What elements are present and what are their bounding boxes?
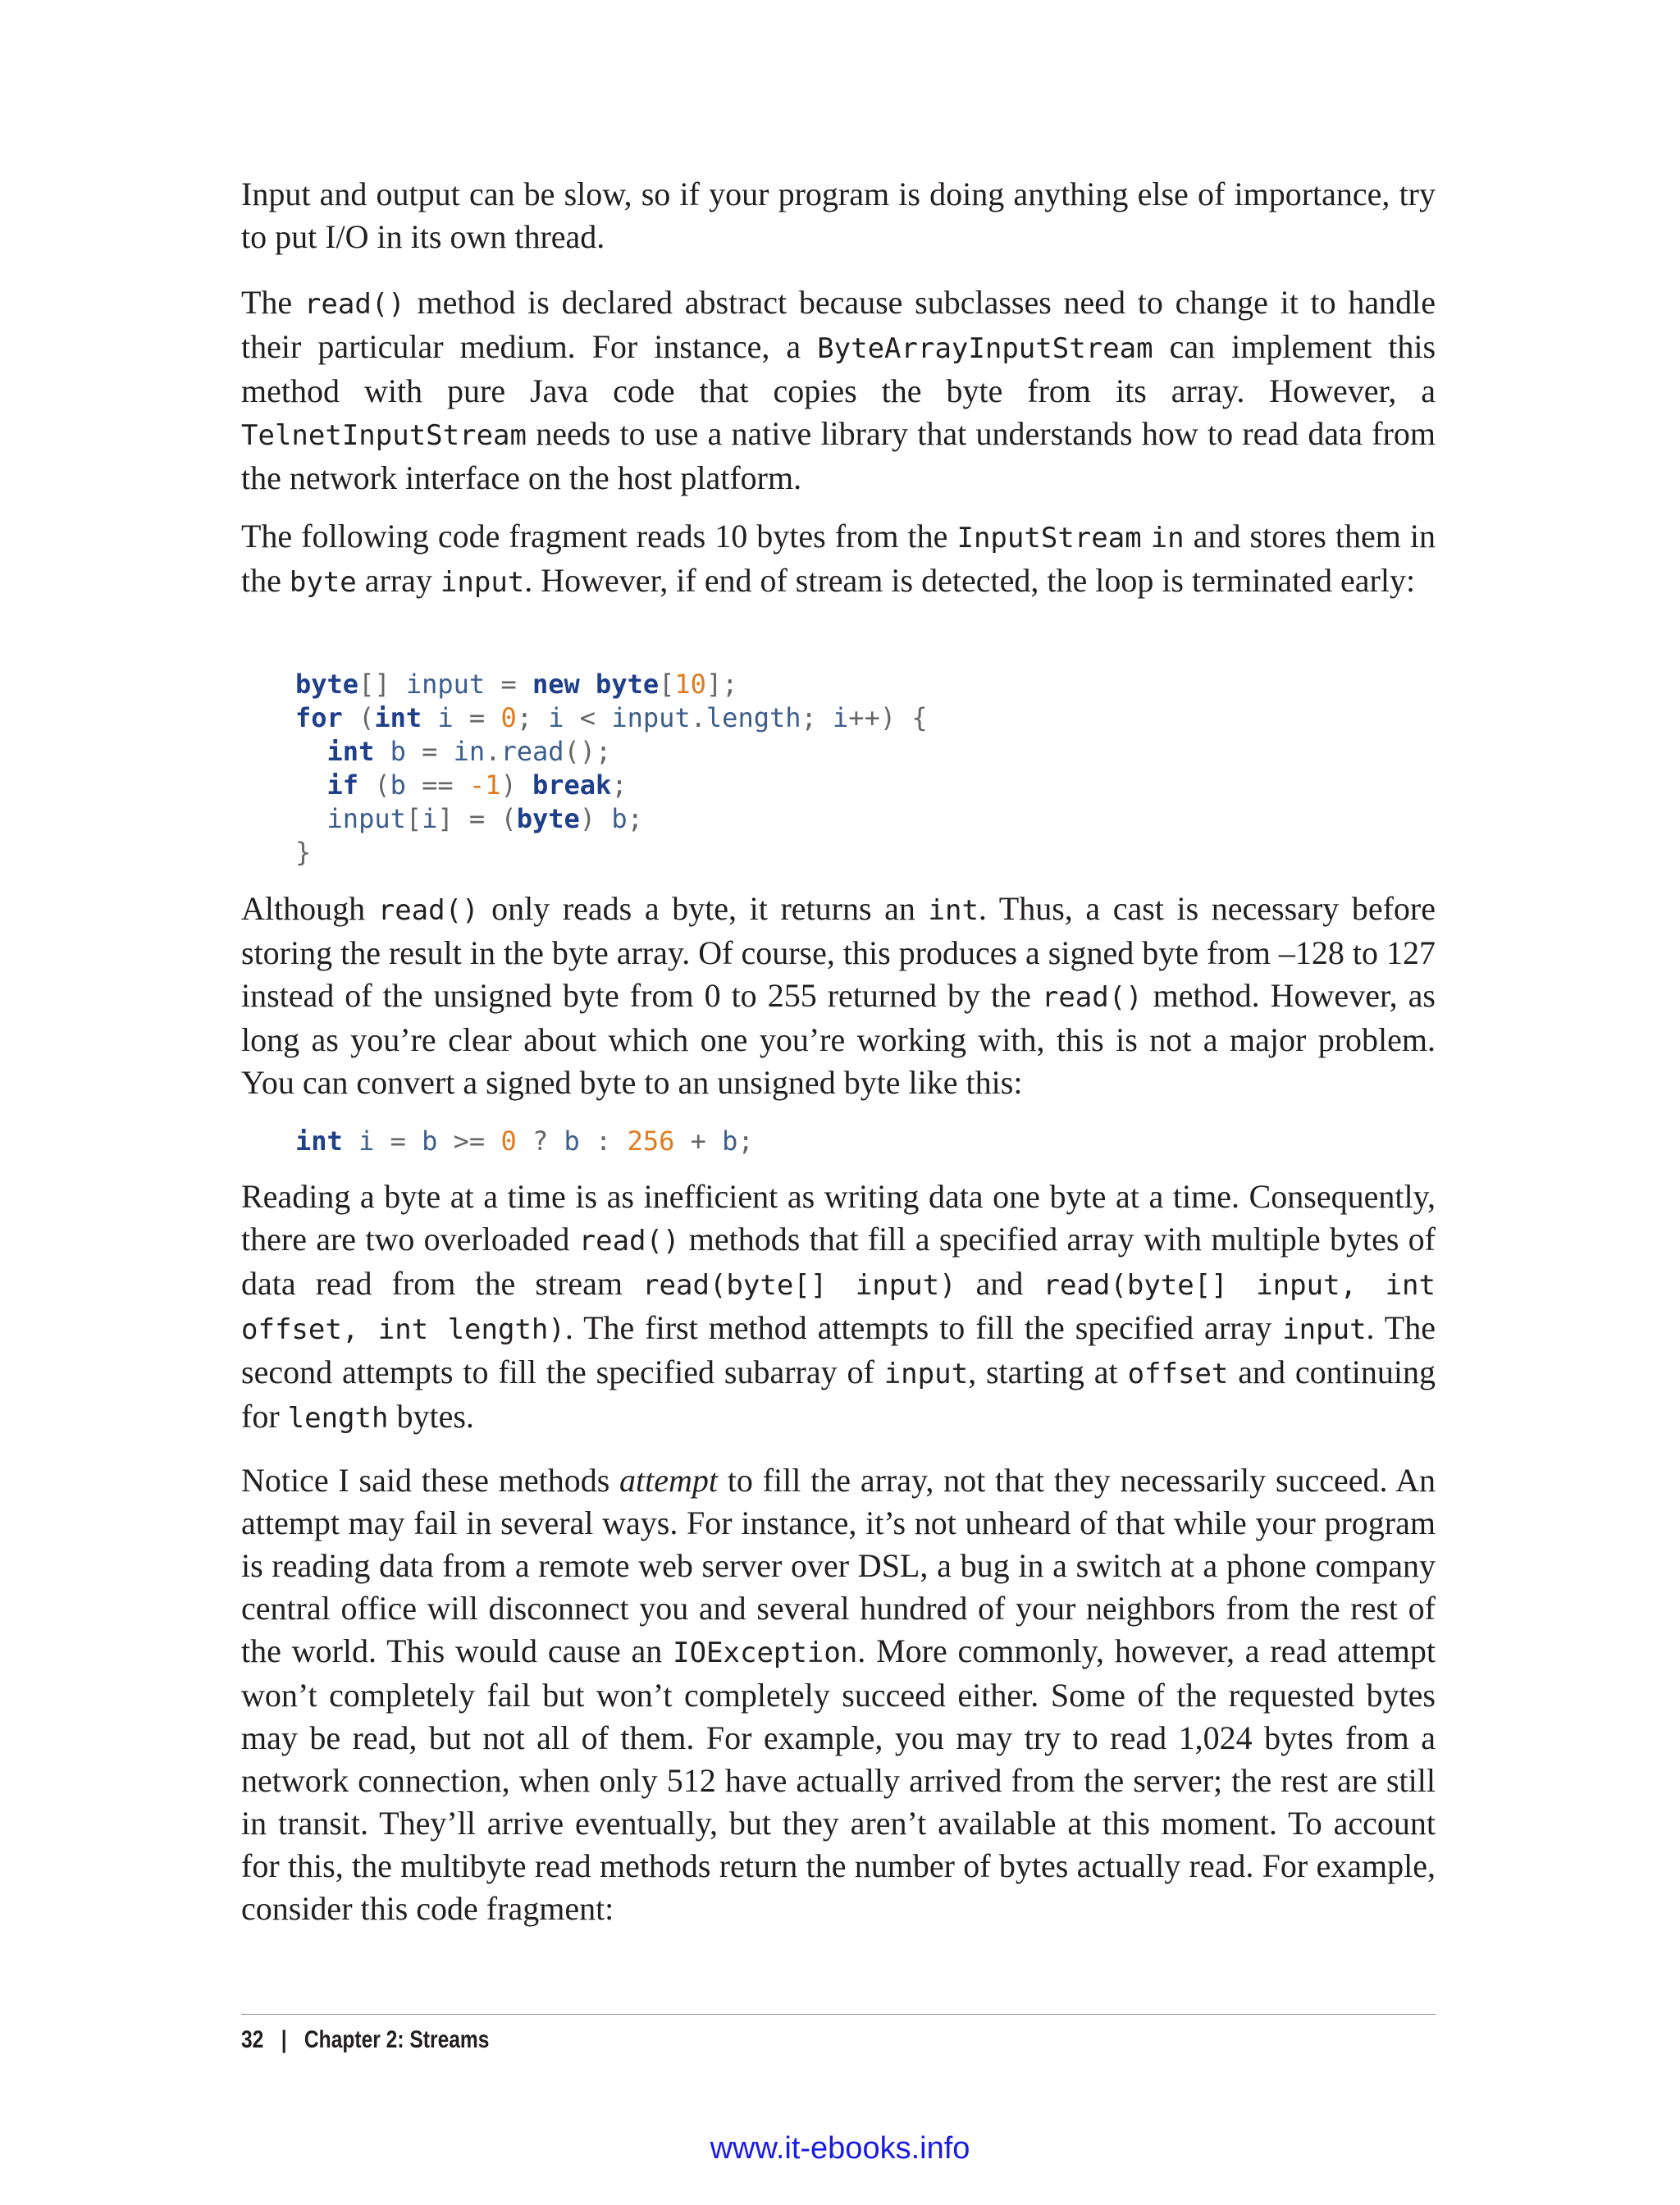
code-line: } <box>295 837 312 868</box>
inline-code: read() <box>304 288 405 321</box>
text-run: . Thus, a cast is necessary before storing the result in the byte array. Of course, this produces a signed byte from –128 to 127 instead of the unsigned byte from 0 to 255 returned by the <box>241 890 1436 1014</box>
inline-code: read(byte[] input) <box>642 1269 956 1302</box>
text-run: Although <box>241 890 378 927</box>
paragraph-code-fragment-intro <box>241 515 1436 604</box>
paragraph-read-attempt <box>241 1459 1436 1930</box>
text-run: method. However, as long as you’re clear about which one you’re working with, this is not a major problem. You can convert a signed byte to an unsigned byte like this: <box>241 977 1436 1101</box>
inline-code: input <box>440 566 525 599</box>
text-run: needs to use a native library that understands how to read data from the network interface on the host platform. <box>241 415 1436 496</box>
inline-code: IOException <box>673 1637 858 1669</box>
inline-code: TelnetInputStream <box>241 419 527 452</box>
text-run: The following code fragment reads 10 bytes from the <box>241 518 957 555</box>
code-line: int b = in.read(); <box>326 736 612 767</box>
emphasis: attempt <box>619 1462 719 1499</box>
text-run: , starting at <box>968 1354 1128 1390</box>
paragraph-text: Input and output can be slow, so if your program is doing anything else of importance, try to put I/O in its own thread. <box>241 176 1436 255</box>
inline-code: int <box>928 894 979 927</box>
watermark-link[interactable]: www.it-ebooks.info <box>710 2131 970 2166</box>
code-line: byte[] input = new byte[10]; <box>295 669 738 700</box>
inline-code: byte <box>289 566 357 599</box>
inline-code: ByteArrayInputStream <box>817 332 1153 365</box>
text-run: methods that fill a specified array with multiple bytes of data read from the stream <box>241 1221 1436 1302</box>
paragraph-overloaded-read <box>241 1176 1436 1440</box>
inline-code: read(byte[] input, int offset, int length) <box>241 1269 1436 1346</box>
paragraph-read-returns-int <box>241 888 1436 1104</box>
footer-divider <box>241 2014 1436 2015</box>
text-run: to fill the array, not that they necessarily succeed. An attempt may fail in several ways. For instance, it’s not unheard of that while your program is reading data from a remote web server over DSL, a bug in a switch at a phone company central office will disconnect you and several hundred of your neighbors from the rest of the world. This would cause an <box>241 1462 1436 1669</box>
text-run: and <box>956 1265 1043 1302</box>
page-number: 32 <box>241 2026 264 2053</box>
text-run: Reading a byte at a time is as inefficient as writing data one byte at a time. Consequently, there are two overloaded <box>241 1178 1436 1258</box>
inline-code: read() <box>578 1225 680 1258</box>
text-run: . The first method attempts to fill the specified array <box>564 1309 1283 1346</box>
text-run: array <box>356 562 441 599</box>
text-run: Notice I said these methods <box>241 1462 620 1499</box>
page-footer <box>241 2026 489 2054</box>
inline-code: read() <box>377 894 479 927</box>
text-run: . However, if end of stream is detected, the loop is terminated early: <box>524 562 1416 599</box>
code-block-read-loop <box>295 668 928 870</box>
code-line: if (b == -1) break; <box>326 769 628 801</box>
text-run: only reads a byte, it returns an <box>478 890 929 927</box>
code-block-unsigned-convert <box>295 1125 754 1158</box>
chapter-title: Chapter 2: Streams <box>304 2026 490 2053</box>
text-run: . More commonly, however, a read attempt won’t completely fail but won’t completely succeed either. Some of the requested bytes may be read, but not all of them. For example, you may try to read 1,024 bytes from a network connection, when only 512 have actually arrived from the server; the rest are still in transit. They’ll arrive eventually, but they aren’t available at this moment. To account for this, the multibyte read methods return the number of bytes actually read. For example, consider this code fragment: <box>241 1632 1436 1927</box>
code-line: int i = b >= 0 ? b : 256 + b; <box>295 1125 754 1157</box>
text-run: and stores them in the <box>241 518 1436 599</box>
text-run: bytes. <box>388 1398 474 1435</box>
text-run: The <box>241 284 304 321</box>
inline-code: offset <box>1127 1358 1229 1390</box>
inline-code: length <box>287 1402 389 1435</box>
text-run: . The second attempts to fill the specified subarray of <box>241 1309 1436 1390</box>
paragraph-read-abstract <box>241 281 1436 500</box>
text-run <box>1142 518 1151 555</box>
text-run: method is declared abstract because subclasses need to change it to handle their particular medium. For instance, a <box>241 284 1436 365</box>
paragraph-io-thread <box>241 173 1436 258</box>
inline-code: read() <box>1041 981 1143 1014</box>
code-line: input[i] = (byte) b; <box>295 803 643 834</box>
inline-code: input <box>1282 1313 1367 1346</box>
inline-code: in <box>1150 522 1185 555</box>
inline-code: input <box>883 1358 969 1390</box>
text-run: and continuing for <box>241 1354 1436 1435</box>
code-line: for (int i = 0; i < input.length; i++) { <box>295 702 928 733</box>
inline-code: InputStream <box>956 522 1142 555</box>
footer-separator: | <box>281 2026 287 2053</box>
text-run: can implement this method with pure Java code that copies the byte from its array. However, a <box>241 328 1436 409</box>
